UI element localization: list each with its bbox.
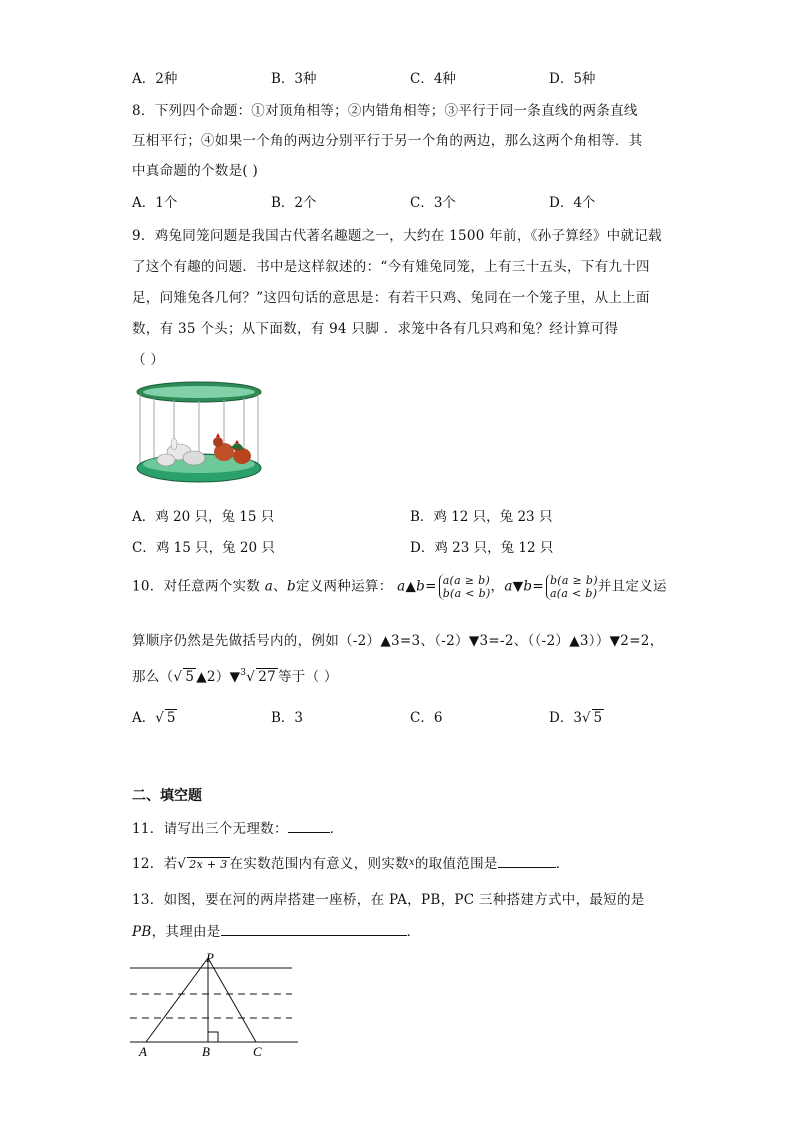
q13-line-1: 13．如图，要在河的两岸搭建一座桥，在 PA，PB，PC 三种搭建方式中，最短的是 (132, 892, 645, 908)
q13-line-2 (132, 920, 420, 940)
q10-prefix: 10．对任意两个实数 (132, 578, 261, 595)
q9-line-3: 足，问雉兔各几何？”这四句话的意思是：有若干只鸡、兔同在一个笼子里，从上上面 (132, 290, 650, 306)
sqrt-symbol: √ (581, 710, 591, 726)
label-a: A (139, 1044, 147, 1059)
river-bridge-diagram (130, 950, 300, 1062)
q10-op1: a▲b= (397, 578, 437, 595)
q10-line-2: 算顺序仍然是先做括号内的，例如（-2）▲3=3、（-2）▼3=-2、（（-2）▲3））▼2=2， (132, 633, 664, 649)
q7-option-a: A．2种 (132, 71, 178, 87)
q10-option-c: C．6 (410, 710, 443, 726)
q10-cbrt-27: 27 (258, 669, 276, 685)
q10-op2-brace (546, 574, 598, 600)
q11-answer-blank[interactable] (288, 818, 330, 833)
q9-option-d: D．鸡 23 只，兔 12 只 (410, 540, 554, 556)
section-title-fill-in: 二、填空题 (132, 788, 202, 804)
q10-line-3 (132, 665, 338, 685)
q13-pb: PB (132, 924, 152, 940)
sqrt-symbol: √ (177, 856, 187, 872)
q10-line3-c: 等于（ ） (277, 669, 338, 685)
q12-prefix: 12．若 (132, 856, 178, 872)
q9-option-a: A．鸡 20 只，兔 15 只 (132, 509, 275, 525)
q9-line-5: （ ） (132, 352, 165, 368)
q8-option-b: B．2个 (271, 195, 317, 211)
q10-line3-a: 那么（ (132, 669, 174, 685)
q9-option-b: B．鸡 12 只，兔 23 只 (410, 509, 553, 525)
q10-sep: 、 (273, 578, 287, 595)
q10-line3-b: ▲2）▼ (196, 669, 241, 685)
q9-line-2: 了这个有趣的问题．书中是这样叙述的：“今有雉兔同笼，上有三十五头，下有九十四 (132, 259, 650, 275)
q10-op1-case2: b(a < b) (442, 587, 491, 600)
q9-option-c: C．鸡 15 只，兔 20 只 (132, 540, 275, 556)
label-b: B (202, 1044, 210, 1059)
q10-option-a (132, 706, 177, 726)
q10-opt-d-radicand: 5 (593, 710, 603, 726)
q10-op2-case2: a(a < b) (549, 587, 598, 600)
q9-line-4: 数，有 35 个头；从下面数，有 94 只脚 ．求笼中各有几只鸡和兔？经计算可得 (132, 321, 619, 337)
q12-suffix: 的取值范围是 (414, 856, 498, 872)
q10-option-d (549, 706, 604, 726)
label-c: C (253, 1044, 262, 1059)
q10-op2-case1: b(a ≥ b) (549, 574, 598, 587)
q10-opt-a-radicand: 5 (166, 710, 176, 726)
q11-end: ． (329, 821, 344, 837)
q10-var-a: a (264, 578, 274, 595)
sqrt-symbol: √ (155, 710, 164, 726)
q11-text: 11．请写出三个无理数： (132, 821, 288, 837)
q7-option-b: B．3种 (271, 71, 317, 87)
q10-op2: a▼b= (504, 578, 544, 595)
q10-suffix: 并且定义运 (597, 578, 667, 595)
q7-option-d: D．5种 (549, 71, 596, 87)
q8-line-1: 8．下列四个命题：①对顶角相等；②内错角相等；③平行于同一条直线的两条直线 (132, 103, 638, 119)
cage-illustration (134, 380, 264, 490)
q13-answer-blank[interactable] (221, 921, 407, 936)
q10-op1-brace (439, 574, 491, 600)
q10-line-1 (132, 574, 667, 600)
q7-option-c: C．4种 (410, 71, 456, 87)
q8-line-3: 中真命题的个数是( ) (132, 163, 259, 179)
q10-opt-a-label: A． (132, 710, 156, 726)
q13-reason-text: ，其理由是 (151, 924, 221, 940)
cbrt-symbol: √ (246, 669, 256, 685)
q12-answer-blank[interactable] (498, 853, 556, 868)
q12-mid: 在实数范围内有意义，则实数 (229, 856, 409, 872)
right-angle-mark (208, 1032, 218, 1042)
q10-mid: 定义两种运算： (295, 578, 393, 595)
q10-var-b: b (286, 578, 296, 595)
q8-option-d: D．4个 (549, 195, 596, 211)
q10-opt-d-label: D．3 (549, 710, 582, 726)
q12-radicand: 2x + 3 (189, 858, 228, 871)
sqrt-symbol: √ (173, 669, 183, 685)
q9-line-1: 9．鸡兔同笼问题是我国古代著名趣题之一，大约在 1500 年前，《孙子算经》中就记载 (132, 228, 662, 244)
label-p: P (206, 950, 214, 965)
segment-pc (208, 958, 256, 1042)
q8-line-2: 互相平行；④如果一个角的两边分别平行于另一个角的两边，那么这两个角相等．其 (132, 133, 643, 149)
q8-option-c: C．3个 (410, 195, 456, 211)
q10-option-b: B．3 (271, 710, 304, 726)
cube-root-index: 3 (240, 668, 247, 678)
q10-op1-case1: a(a ≥ b) (442, 574, 491, 587)
segment-pa (146, 958, 208, 1042)
q10-comma: ， (490, 578, 505, 595)
q12-end: ． (555, 856, 570, 872)
q8-option-a: A．1个 (132, 195, 178, 211)
q12-var-x: x (408, 857, 415, 868)
q13-end: ． (406, 924, 421, 940)
q11 (132, 817, 344, 837)
q10-sqrt-5: 5 (185, 669, 195, 685)
q12 (132, 852, 570, 872)
